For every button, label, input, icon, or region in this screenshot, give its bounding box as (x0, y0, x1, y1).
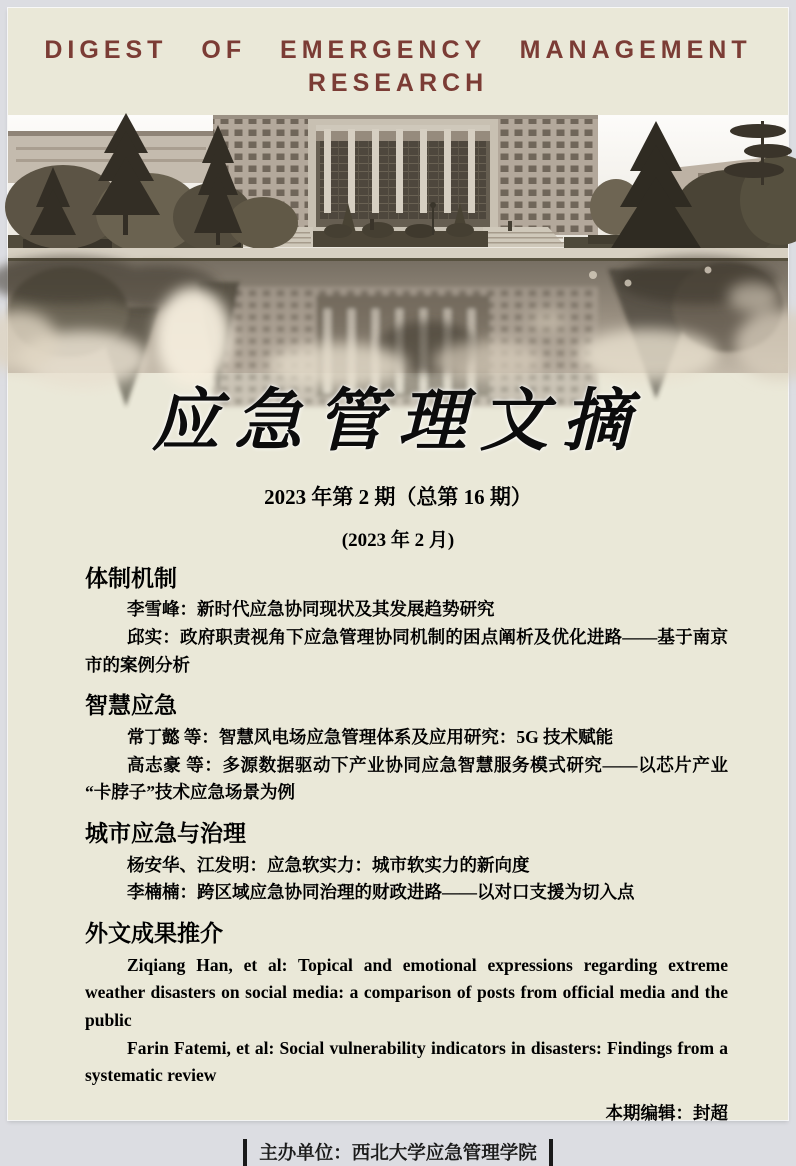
section-heading-smart-emergency: 智慧应急 (85, 692, 177, 719)
issue-month-line: (2023 年 2 月) (341, 529, 455, 551)
campus-photo-illustration (8, 115, 788, 373)
organizer-label: 主办单位：西北大学应急管理学院 (259, 1142, 537, 1164)
section-heading-institutional: 体制机制 (85, 564, 177, 591)
cover-page (8, 8, 788, 1164)
section-heading-urban-governance: 城市应急与治理 (85, 819, 246, 846)
editor-credit: 本期编辑：封超 (605, 1102, 728, 1123)
toc-item: Ziqiang Han, et al: Topical and emotional expressions regarding extreme weather disasters on social media: a comparison of posts from official media and the public (85, 954, 728, 1030)
issue-number-line: 2023 年第 2 期（总第 16 期） (264, 484, 532, 509)
masthead-title: DIGEST OF EMERGENCY MANAGEMENT RESEARCH (44, 36, 752, 97)
left-bar-divider (243, 1139, 247, 1166)
toc-item: 李楠楠：跨区域应急协同治理的财政进路——以对口支援为切入点 (127, 882, 635, 903)
section-heading-foreign-results: 外文成果推介 (85, 919, 223, 946)
toc-item: Farin Fatemi, et al: Social vulnerability indicators in disasters: Findings from a systematic review (85, 1037, 728, 1086)
toc-item: 常丁懿 等：智慧风电场应急管理体系及应用研究：5G 技术赋能 (127, 727, 614, 748)
table-of-contents (8, 564, 788, 1090)
campus-photo (8, 115, 788, 373)
toc-item: 杨安华、江发明：应急软实力：城市软实力的新向度 (127, 854, 530, 875)
toc-item: 高志豪 等：多源数据驱动下产业协同应急智慧服务模式研究——以芯片产业“卡脖子”技术应急场景为例 (85, 754, 728, 803)
toc-item: 李雪峰：新时代应急协同现状及其发展趋势研究 (127, 599, 495, 620)
journal-title-calligraphy: 应急管理文摘 (151, 383, 644, 459)
right-bar-divider (549, 1139, 553, 1166)
organizer-footer (8, 1139, 788, 1166)
toc-item: 邱实：政府职责视角下应急管理协同机制的困点阐析及优化进路——基于南京市的案例分析 (85, 626, 728, 675)
